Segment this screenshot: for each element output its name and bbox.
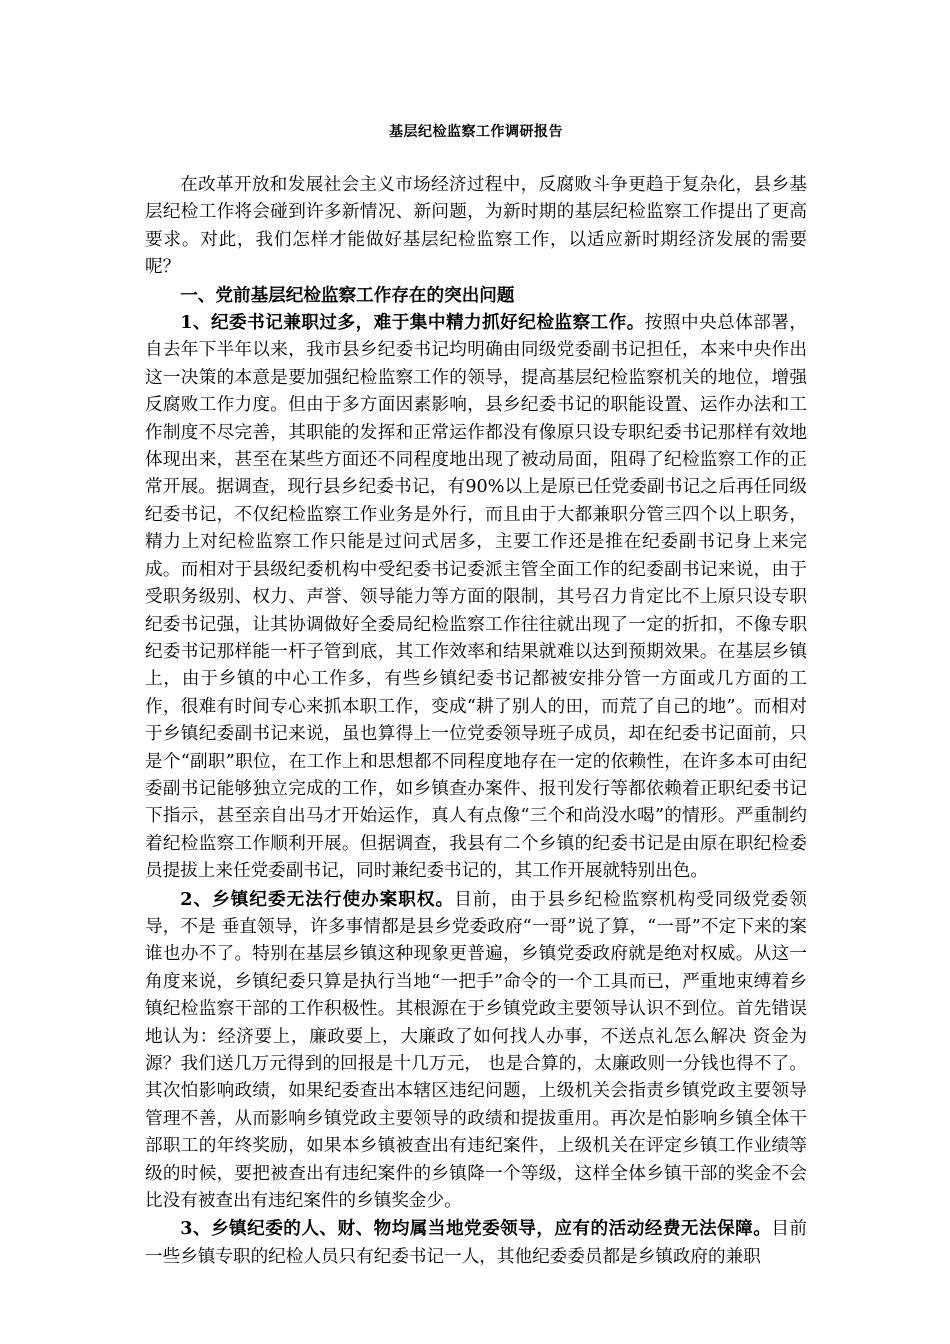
document-title: 基层纪检监察工作调研报告 bbox=[389, 124, 563, 140]
item-paragraph-1 bbox=[145, 309, 807, 886]
document-content bbox=[145, 122, 807, 1271]
item-lead-3: 3、乡镇纪委的人、财、物均属当地党委领导，应有的活动经费无法保障。 bbox=[180, 1218, 772, 1240]
section-heading-1: 一、党前基层纪检监察工作存在的突出问题 bbox=[180, 284, 515, 306]
item-paragraph-2 bbox=[145, 886, 807, 1216]
item-body-3: 目前一些乡镇专职的纪检人员只有纪委书记一人，其他纪委委员都是乡镇政府的兼职 bbox=[145, 1219, 807, 1267]
item-paragraph-3 bbox=[145, 1215, 807, 1271]
item-body-1: 按照中央总体部署，自去年下半年以来，我市县乡纪委书记均明确由同级党委副书记担任，本来中央作出这一决策的本意是要加强纪检监察工作的领导，提高基层纪检监察机关的地位，增强反腐败工作力度。但由于多方面因素影响，县乡纪委书记的职能设置、运作办法和工作制度不尽完善，其职能的发挥和正常运作都没有像原只设专职纪委书记那样有效地体现出来，甚至在某些方面还不同程度地出现了被动局面，阻碍了纪检监察工作的正常开展。据调查，现行县乡纪委书记，有90%以上是原已任党委副书记之后再任同级纪委书记，不仅纪检监察工作业务是外行，而且由于大都兼职分管三四个以上职务，精力上对纪检监察工作只能是过问式居多，主要工作还是推在纪委副书记身上来完成。而相对于县级纪委机构中受纪委书记委派主管全面工作的纪委副书记来说，由于受职务级别、权力、声誉、领导能力等方面的限制，其号召力肯定比不上原只设专职纪委书记强，让其协调做好全委局纪检监察工作往往就出现了一定的折扣，不像专职纪委书记那样能一杆子管到底，其工作效率和结果就难以达到预期效果。在基层乡镇上，由于乡镇的中心工作多，有些乡镇纪委书记都被安排分管一方面或几方面的工作，很难有时间专心来抓本职工作，变成“耕了别人的田，而荒了自己的地”。而相对于乡镇纪委副书记来说，虽也算得上一位党委领导班子成员，却在纪委书记面前，只是个“副职”职位，在工作上和思想都不同程度地存在一定的依赖性，在许多本可由纪委副书记能够独立完成的工作，如乡镇查办案件、报刊发行等都依赖着正职纪委书记下指示，甚至亲自出马才开始运作，真人有点像“三个和尚没水喝”的情形。严重制约着纪检监察工作顺利开展。但据调查，我县有二个乡镇的纪委书记是由原在职纪检委员提拔上来任党委副书记，同时兼纪委书记的，其工作开展就特别出色。 bbox=[145, 313, 807, 882]
item-lead-2: 2、乡镇纪委无法行使办案职权。 bbox=[180, 888, 455, 910]
item-lead-1: 1、纪委书记兼职过多，难于集中精力抓好纪检监察工作。 bbox=[180, 312, 645, 334]
item-body-2: 目前，由于县乡纪检监察机构受同级党委领导，不是 垂直领导，许多事情都是县乡党委政府“一哥”说了算，“一哥”不定下来的案谁也办不了。特别在基层乡镇这种现象更普遍，乡镇党委政府就是绝对权威。从这一角度来说，乡镇纪委只算是执行当地“一把手”命令的一个工具而已，严重地束缚着乡镇纪检监察干部的工作积极性。其根源在于乡镇党政主要领导认识不到位。首先错误地认为：经济要上，廉政要上，大廉政了如何找人办事，不送点礼怎么解决 资金为源？我们送几万元得到的回报是十几万元， 也是合算的，太廉政则一分钱也得不了。其次怕影响政绩，如果纪委查出本辖区违纪问题，上级机关会指责乡镇党政主要领导管理不善，从而影响乡镇党政主要领导的政绩和提拔重用。再次是怕影响乡镇全体干部职工的年终奖励，如果本乡镇被查出有违纪案件，上级机关在评定乡镇工作业绩等级的时候，要把被查出有违纪案件的乡镇降一个等级，这样全体乡镇干部的奖金不会比没有被查出有违纪案件的乡镇奖金少。 bbox=[145, 889, 807, 1212]
intro-paragraph: 在改革开放和发展社会主义市场经济过程中，反腐败斗争更趋于复杂化，县乡基层纪检工作将会碰到许多新情况、新问题，为新时期的基层纪检监察工作提出了更高要求。对此，我们怎样才能做好基层纪检监察工作，以适应新时期经济发展的需要呢？ bbox=[145, 175, 807, 278]
